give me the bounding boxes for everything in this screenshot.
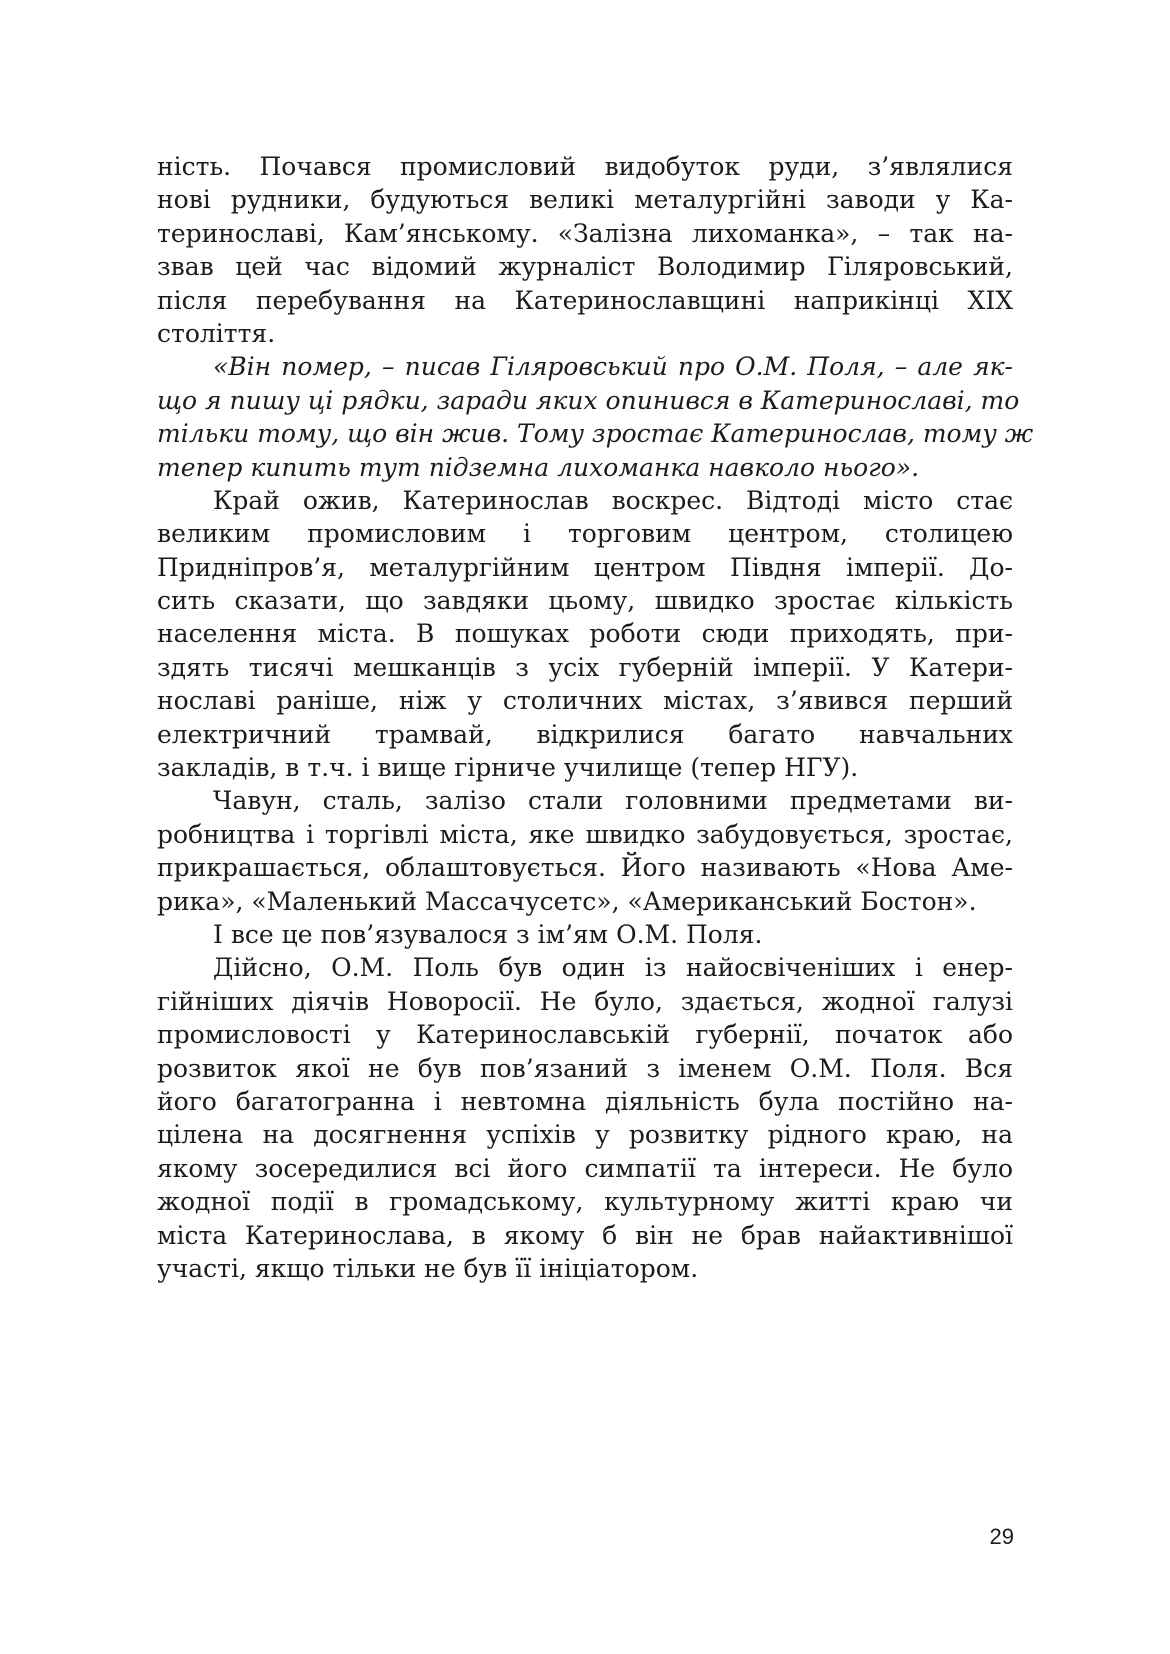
text-line: тепер кипить тут підземна лихоманка навколо нього». <box>157 452 920 482</box>
text-line: рика», «Маленький Массачусетс», «Американський Бостон». <box>157 886 977 916</box>
text-line: теринославі, Кам’янському. «Залізна лихоманка», – так на- <box>157 218 1013 248</box>
text-line: гійніших діячів Новоросії. Не було, здається, жодної галузі <box>157 986 1013 1016</box>
text-line: участі, якщо тільки не був її ініціатором. <box>157 1253 699 1283</box>
text-line: здять тисячі мешканців з усіх губерній імперії. У Катери- <box>157 652 1013 682</box>
text-line: його багатогранна і невтомна діяльність була постійно на- <box>157 1086 1013 1116</box>
text-line: сить сказати, що завдяки цьому, швидко зростає кількість <box>157 586 1013 616</box>
text-line: тільки тому, що він жив. Тому зростає Катеринослав, тому ж <box>157 419 1034 449</box>
text-line: жодної події в громадському, культурному житті краю чи <box>157 1187 1013 1217</box>
paragraph <box>157 784 1013 918</box>
body-text <box>157 150 1034 1285</box>
text-line: робництва і торгівлі міста, яке швидко забудовується, зростає, <box>157 819 1013 849</box>
text-line: після перебування на Катеринославщині наприкінці XIX <box>157 285 1013 315</box>
page-number: 29 <box>989 1524 1014 1549</box>
text-line: Чавун, сталь, залізо стали головними предметами ви- <box>213 786 1013 816</box>
paragraph <box>157 918 1013 951</box>
text-line: міста Катеринослава, в якому б він не брав найактивнішої <box>157 1220 1013 1250</box>
text-line: електричний трамвай, відкрилися багато навчальних <box>157 719 1013 749</box>
text-line: І все це пов’язувалося з ім’ям О.М. Поля. <box>213 919 763 949</box>
text-line: цілена на досягнення успіхів у розвитку рідного краю, на <box>157 1120 1013 1150</box>
text-line: Дійсно, О.М. Поль був один із найосвіченіших і енер- <box>213 953 1013 983</box>
text-line: закладів, в т.ч. і вище гірниче училище (тепер НГУ). <box>157 753 859 783</box>
text-line: розвиток якої не був пов’язаний з іменем О.М. Поля. Вся <box>157 1053 1013 1083</box>
text-line: ність. Почався промисловий видобуток руди, з’являлися <box>157 152 1013 181</box>
text-line: Край ожив, Катеринослав воскрес. Відтоді місто стає <box>213 485 1013 515</box>
text-line: населення міста. В пошуках роботи сюди приходять, при- <box>157 619 1013 649</box>
text-line: якому зосередилися всі його симпатії та інтереси. Не було <box>157 1153 1013 1183</box>
paragraph <box>157 150 1013 350</box>
text-line: «Він помер, – писав Гіляровський про О.М. Поля, – але як- <box>213 352 1013 382</box>
text-line: великим промисловим і торговим центром, столицею <box>157 519 1013 549</box>
paragraph <box>157 951 1013 1285</box>
text-line: звав цей час відомий журналіст Володимир Гіляровський, <box>157 252 1013 282</box>
text-line: прикрашається, облаштовується. Його називають «Нова Аме- <box>157 853 1013 883</box>
text-line: нові рудники, будуються великі металургійні заводи у Ка- <box>157 185 1013 215</box>
text-line: промисловості у Катеринославській губернії, початок або <box>157 1020 1013 1050</box>
text-line: століття. <box>157 318 276 348</box>
text-line: що я пишу ці рядки, заради яких опинився в Катеринославі, то <box>157 385 1020 415</box>
text-line: Придніпров’я, металургійним центром Півдня імперії. До- <box>157 552 1013 582</box>
text-line: нославі раніше, ніж у столичних містах, з’явився перший <box>157 686 1013 716</box>
paragraph <box>157 484 1013 785</box>
quote-paragraph <box>157 350 1034 484</box>
